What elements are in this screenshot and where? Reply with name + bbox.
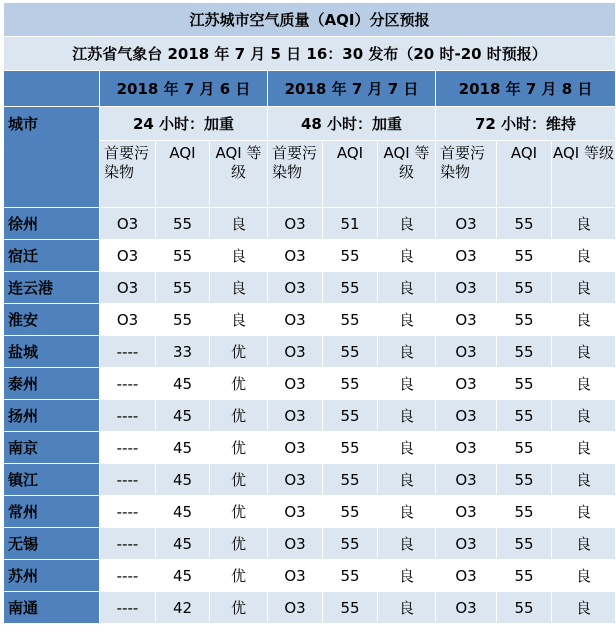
day-2-level-cell: 良 — [378, 208, 436, 240]
day-1-level-cell: 良 — [210, 208, 268, 240]
day-3-level-cell: 良 — [552, 432, 616, 464]
day-1-aqi-cell: 55 — [156, 240, 210, 272]
table-row — [4, 496, 616, 528]
day-1-level-cell: 优 — [210, 528, 268, 560]
day-1-level-cell: 良 — [210, 240, 268, 272]
aqi-forecast-document — [2, 1, 614, 636]
day-1-aqi-cell: 45 — [156, 400, 210, 432]
day-3-aqi-cell: 55 — [497, 432, 552, 464]
day-3-aqi-cell: 55 — [497, 240, 552, 272]
day-2-pollutant-cell: O3 — [268, 368, 323, 400]
day-2-level-cell: 良 — [378, 400, 436, 432]
day-2-level-cell: 良 — [378, 592, 436, 624]
city-name: 南通 — [4, 592, 100, 624]
day-3-pollutant-cell: O3 — [436, 592, 497, 624]
day-2-level-cell: 良 — [378, 368, 436, 400]
day-1-level-cell: 优 — [210, 368, 268, 400]
day-2-aqi-cell: 55 — [323, 400, 378, 432]
city-name: 徐州 — [4, 208, 100, 240]
day-2-level-cell: 良 — [378, 272, 436, 304]
day-2-aqi-cell: 55 — [323, 336, 378, 368]
day-3-level-cell: 良 — [552, 528, 616, 560]
day-1-pollutant-cell: O3 — [100, 240, 156, 272]
day-3-level-cell: 良 — [552, 560, 616, 592]
day-1-level-cell: 优 — [210, 560, 268, 592]
table-row — [4, 336, 616, 368]
day-3-pollutant-cell: O3 — [436, 304, 497, 336]
table-row — [4, 272, 616, 304]
day-2-pollutant-cell: O3 — [268, 496, 323, 528]
day-1-aqi-header: AQI — [156, 141, 210, 208]
day-2-aqi-cell: 55 — [323, 528, 378, 560]
day-1-pollutant-cell: ---- — [100, 400, 156, 432]
header-corner — [4, 71, 100, 107]
day-1-trend: 24 小时：加重 — [100, 107, 268, 141]
day-1-aqi-cell: 42 — [156, 592, 210, 624]
day-1-date: 2018 年 7 月 6 日 — [100, 71, 268, 107]
day-1-level-cell: 优 — [210, 400, 268, 432]
table-row — [4, 432, 616, 464]
table-row — [4, 400, 616, 432]
day-3-level-cell: 良 — [552, 368, 616, 400]
day-2-date: 2018 年 7 月 7 日 — [268, 71, 436, 107]
day-2-aqi-cell: 55 — [323, 304, 378, 336]
day-2-level-cell: 良 — [378, 560, 436, 592]
table-row — [4, 592, 616, 624]
table-row — [4, 240, 616, 272]
day-1-aqi-cell: 55 — [156, 304, 210, 336]
day-2-pollutant-cell: O3 — [268, 304, 323, 336]
city-name: 常州 — [4, 496, 100, 528]
day-2-pollutant-cell: O3 — [268, 208, 323, 240]
day-3-level-cell: 良 — [552, 592, 616, 624]
day-1-level-cell: 优 — [210, 432, 268, 464]
day-1-level-header: AQI 等级 — [210, 141, 268, 208]
day-1-level-cell: 优 — [210, 592, 268, 624]
day-2-pollutant-cell: O3 — [268, 432, 323, 464]
table-title: 江苏城市空气质量（AQI）分区预报 — [4, 3, 616, 37]
day-2-aqi-cell: 55 — [323, 432, 378, 464]
day-2-level-cell: 良 — [378, 464, 436, 496]
day-1-level-cell: 良 — [210, 304, 268, 336]
day-2-aqi-header: AQI — [323, 141, 378, 208]
day-3-pollutant-cell: O3 — [436, 272, 497, 304]
day-1-aqi-cell: 45 — [156, 528, 210, 560]
day-2-aqi-cell: 55 — [323, 368, 378, 400]
day-1-pollutant-cell: ---- — [100, 528, 156, 560]
city-name: 苏州 — [4, 560, 100, 592]
day-3-aqi-cell: 55 — [497, 304, 552, 336]
day-2-level-cell: 良 — [378, 496, 436, 528]
day-3-pollutant-header: 首要污染物 — [436, 141, 497, 208]
day-3-level-cell: 良 — [552, 272, 616, 304]
city-name: 淮安 — [4, 304, 100, 336]
day-3-aqi-cell: 55 — [497, 560, 552, 592]
day-3-aqi-cell: 55 — [497, 336, 552, 368]
day-3-aqi-cell: 55 — [497, 208, 552, 240]
day-3-aqi-cell: 55 — [497, 368, 552, 400]
day-3-level-cell: 良 — [552, 336, 616, 368]
day-3-pollutant-cell: O3 — [436, 432, 497, 464]
day-2-aqi-cell: 55 — [323, 560, 378, 592]
day-3-level-header: AQI 等级 — [552, 141, 616, 208]
day-3-pollutant-cell: O3 — [436, 560, 497, 592]
day-1-aqi-cell: 55 — [156, 208, 210, 240]
day-1-pollutant-cell: ---- — [100, 336, 156, 368]
day-1-aqi-cell: 45 — [156, 464, 210, 496]
day-1-pollutant-cell: O3 — [100, 272, 156, 304]
city-name: 盐城 — [4, 336, 100, 368]
day-2-level-header: AQI 等级 — [378, 141, 436, 208]
day-3-pollutant-cell: O3 — [436, 208, 497, 240]
table-row — [4, 368, 616, 400]
city-name: 无锡 — [4, 528, 100, 560]
day-3-date: 2018 年 7 月 8 日 — [436, 71, 616, 107]
day-1-aqi-cell: 33 — [156, 336, 210, 368]
day-1-pollutant-header: 首要污染物 — [100, 141, 156, 208]
city-name: 泰州 — [4, 368, 100, 400]
day-2-pollutant-cell: O3 — [268, 464, 323, 496]
day-3-pollutant-cell: O3 — [436, 368, 497, 400]
table-row — [4, 208, 616, 240]
day-3-level-cell: 良 — [552, 400, 616, 432]
day-3-pollutant-cell: O3 — [436, 240, 497, 272]
day-3-level-cell: 良 — [552, 304, 616, 336]
day-3-aqi-cell: 55 — [497, 464, 552, 496]
day-3-aqi-cell: 55 — [497, 272, 552, 304]
day-2-pollutant-cell: O3 — [268, 272, 323, 304]
day-1-pollutant-cell: ---- — [100, 496, 156, 528]
day-2-aqi-cell: 55 — [323, 272, 378, 304]
day-2-trend: 48 小时：加重 — [268, 107, 436, 141]
table-row — [4, 560, 616, 592]
aqi-forecast-table — [3, 2, 616, 624]
day-1-level-cell: 优 — [210, 336, 268, 368]
day-1-pollutant-cell: ---- — [100, 592, 156, 624]
day-1-pollutant-cell: O3 — [100, 208, 156, 240]
day-2-aqi-cell: 51 — [323, 208, 378, 240]
table-row — [4, 464, 616, 496]
day-1-level-cell: 良 — [210, 272, 268, 304]
city-name: 扬州 — [4, 400, 100, 432]
day-2-aqi-cell: 55 — [323, 464, 378, 496]
day-3-pollutant-cell: O3 — [436, 336, 497, 368]
day-3-trend: 72 小时：维持 — [436, 107, 616, 141]
day-1-pollutant-cell: ---- — [100, 560, 156, 592]
day-3-level-cell: 良 — [552, 464, 616, 496]
city-name: 连云港 — [4, 272, 100, 304]
day-2-pollutant-cell: O3 — [268, 336, 323, 368]
day-2-aqi-cell: 55 — [323, 592, 378, 624]
table-row — [4, 528, 616, 560]
day-1-pollutant-cell: O3 — [100, 304, 156, 336]
day-2-aqi-cell: 55 — [323, 496, 378, 528]
day-3-level-cell: 良 — [552, 240, 616, 272]
city-column-header: 城市 — [4, 107, 100, 208]
day-2-pollutant-cell: O3 — [268, 240, 323, 272]
day-3-aqi-header: AQI — [497, 141, 552, 208]
day-1-level-cell: 优 — [210, 464, 268, 496]
day-1-aqi-cell: 45 — [156, 560, 210, 592]
day-3-aqi-cell: 55 — [497, 496, 552, 528]
city-name: 南京 — [4, 432, 100, 464]
day-1-aqi-cell: 55 — [156, 272, 210, 304]
day-2-pollutant-cell: O3 — [268, 400, 323, 432]
day-2-pollutant-cell: O3 — [268, 592, 323, 624]
day-2-level-cell: 良 — [378, 432, 436, 464]
day-3-pollutant-cell: O3 — [436, 496, 497, 528]
day-3-pollutant-cell: O3 — [436, 400, 497, 432]
city-name: 镇江 — [4, 464, 100, 496]
day-2-level-cell: 良 — [378, 304, 436, 336]
day-1-aqi-cell: 45 — [156, 496, 210, 528]
day-2-aqi-cell: 55 — [323, 240, 378, 272]
day-2-level-cell: 良 — [378, 528, 436, 560]
table-subtitle: 江苏省气象台 2018 年 7 月 5 日 16：30 发布（20 时-20 时预报） — [4, 37, 616, 71]
day-1-pollutant-cell: ---- — [100, 464, 156, 496]
day-3-aqi-cell: 55 — [497, 592, 552, 624]
day-1-pollutant-cell: ---- — [100, 432, 156, 464]
day-3-level-cell: 良 — [552, 496, 616, 528]
day-2-pollutant-header: 首要污染物 — [268, 141, 323, 208]
day-3-aqi-cell: 55 — [497, 528, 552, 560]
day-3-pollutant-cell: O3 — [436, 464, 497, 496]
day-2-pollutant-cell: O3 — [268, 528, 323, 560]
day-3-level-cell: 良 — [552, 208, 616, 240]
day-3-pollutant-cell: O3 — [436, 528, 497, 560]
day-2-level-cell: 良 — [378, 240, 436, 272]
day-1-level-cell: 优 — [210, 496, 268, 528]
day-1-aqi-cell: 45 — [156, 368, 210, 400]
table-row — [4, 304, 616, 336]
day-1-aqi-cell: 45 — [156, 432, 210, 464]
day-2-level-cell: 良 — [378, 336, 436, 368]
day-1-pollutant-cell: ---- — [100, 368, 156, 400]
day-3-aqi-cell: 55 — [497, 400, 552, 432]
day-2-pollutant-cell: O3 — [268, 560, 323, 592]
city-name: 宿迁 — [4, 240, 100, 272]
